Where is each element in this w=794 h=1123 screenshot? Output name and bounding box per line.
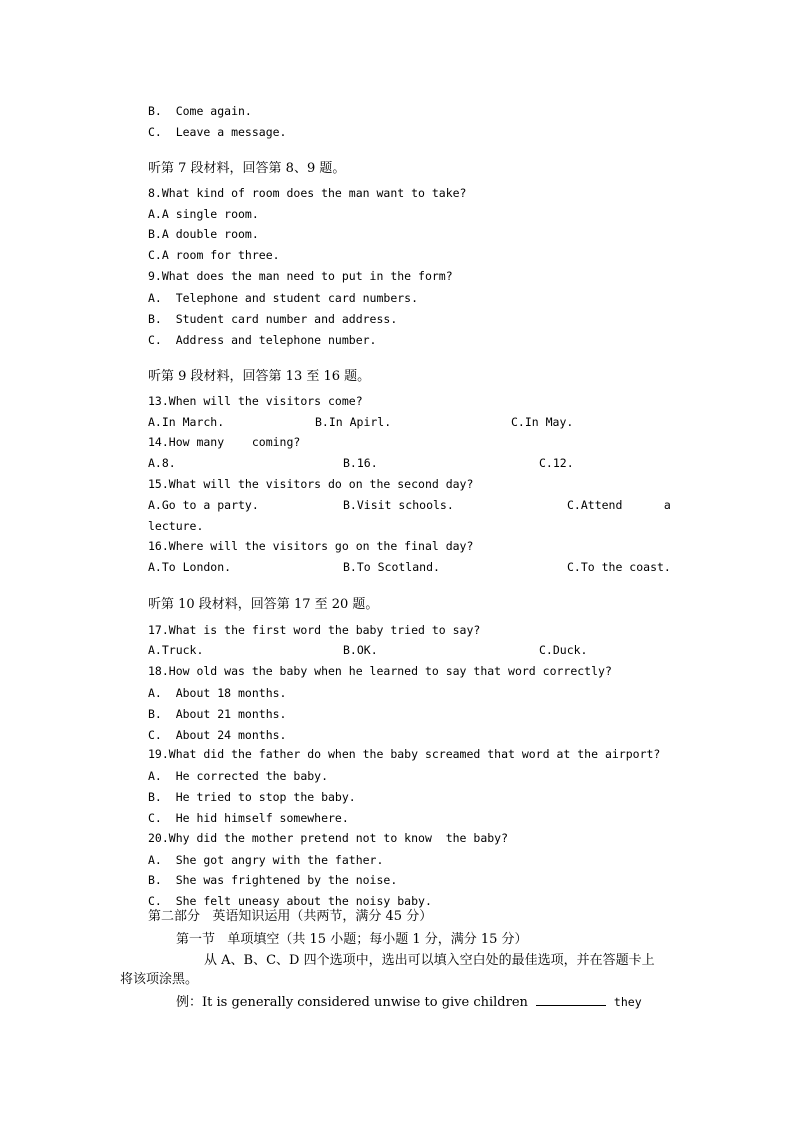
option-line: A. About 18 months. [148, 686, 287, 700]
question: 8.What kind of room does the man want to take? [148, 186, 467, 200]
option-line: C. Address and telephone number. [148, 333, 377, 347]
question: 19.What did the father do when the baby screamed that word at the airport? [148, 747, 661, 761]
option-b: B.16. [343, 456, 378, 470]
option-a: A.8. [148, 456, 176, 470]
option-b: B.To Scotland. [343, 560, 440, 574]
option-line: C. Leave a message. [148, 125, 287, 139]
instruction: 从 A、B、C、D 四个选项中，选出可以填入空白处的最佳选项，并在答题卡上 [204, 953, 655, 968]
option-a: A.To London. [148, 560, 232, 574]
section-title: 第一节 单项填空（共 15 小题；每小题 1 分，满分 15 分） [176, 932, 528, 947]
question: 9.What does the man need to put in the form? [148, 269, 453, 283]
example-prefix: 例：It is generally considered unwise to give children [176, 995, 528, 1010]
option-a: A.In March. [148, 415, 225, 429]
option-line: C.A room for three. [148, 248, 280, 262]
option-line: B.A double room. [148, 227, 259, 241]
option-a: A.Go to a party. [148, 498, 259, 512]
option-b: B.Visit schools. [343, 498, 454, 512]
option-continuation: lecture. [148, 519, 204, 533]
example-sentence [176, 995, 642, 1010]
option-line: A. She got angry with the father. [148, 853, 384, 867]
section-header: 听第 7 段材料，回答第 8、9 题。 [148, 161, 346, 176]
option-c: C.Attend a [567, 498, 671, 512]
option-line: A. Telephone and student card numbers. [148, 291, 419, 305]
option-line: A.A single room. [148, 207, 259, 221]
question: 15.What will the visitors do on the second day? [148, 477, 474, 491]
option-line: B. She was frightened by the noise. [148, 873, 398, 887]
option-line: B. Student card number and address. [148, 312, 398, 326]
option-line: C. He hid himself somewhere. [148, 811, 349, 825]
part-title: 第二部分 英语知识运用（共两节，满分 45 分） [148, 909, 433, 924]
option-a: A.Truck. [148, 643, 204, 657]
question: 16.Where will the visitors go on the final day? [148, 539, 474, 553]
option-c: C.Duck. [539, 643, 588, 657]
option-c: C.To the coast. [567, 560, 671, 574]
option-c: C.In May. [511, 415, 574, 429]
question: 18.How old was the baby when he learned to say that word correctly? [148, 664, 612, 678]
option-c: C.12. [539, 456, 574, 470]
option-b: B.In Apirl. [315, 415, 392, 429]
section-header: 听第 9 段材料，回答第 13 至 16 题。 [148, 369, 371, 384]
option-line: B. Come again. [148, 104, 252, 118]
answer-blank [536, 995, 606, 1006]
option-line: B. He tried to stop the baby. [148, 790, 356, 804]
example-suffix: they [613, 995, 642, 1009]
option-line: C. She felt uneasy about the noisy baby. [148, 894, 432, 908]
option-line: A. He corrected the baby. [148, 769, 329, 783]
question: 13.When will the visitors come? [148, 394, 363, 408]
option-line: C. About 24 months. [148, 728, 287, 742]
instruction: 将该项涂黑。 [120, 972, 199, 987]
option-line: B. About 21 months. [148, 707, 287, 721]
question: 17.What is the first word the baby tried to say? [148, 623, 481, 637]
question: 20.Why did the mother pretend not to know the baby? [148, 831, 509, 845]
section-header: 听第 10 段材料，回答第 17 至 20 题。 [148, 597, 379, 612]
question: 14.How many coming? [148, 435, 301, 449]
option-b: B.OK. [343, 643, 378, 657]
